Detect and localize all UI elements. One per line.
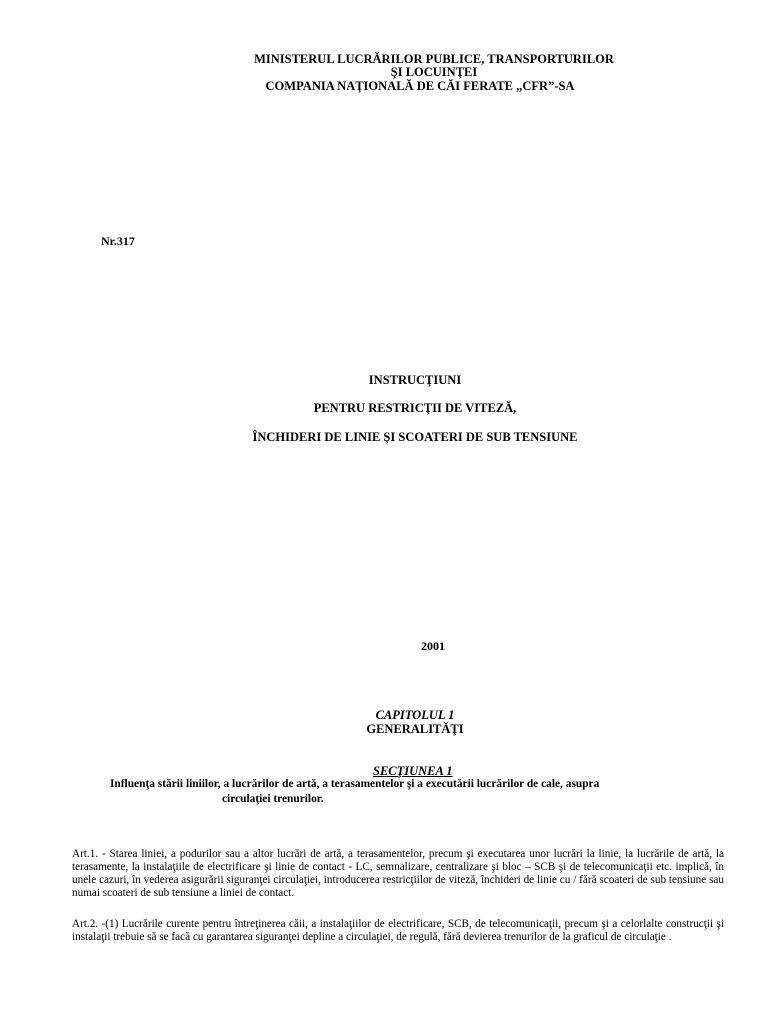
title-line1: INSTRUCŢIUNI: [368, 373, 462, 387]
section-title-line2: circulaţiei trenurilor.: [222, 793, 324, 805]
publication-year: 2001: [421, 639, 445, 653]
ministry-name-line2: ŞI LOCUINŢEI: [390, 65, 478, 79]
ministry-name-line1: MINISTERUL LUCRĂRILOR PUBLICE, TRANSPORTURILOR: [254, 52, 614, 66]
chapter-number: CAPITOLUL 1: [375, 708, 455, 722]
section-title-line1: Influenţa stării liniilor, a lucrărilor de artă, a terasamentelor şi a executării lucrărilor de cale, asupra: [110, 778, 600, 790]
document-number: Nr.317: [101, 234, 135, 248]
article-2: Art.2. -(1) Lucrările curente pentru întreţinerea căii, a instalaţiilor de electrificare, SCB, de telecomunicaţii, precum şi a celorlalte construcţii şi instalaţii trebuie să se facă cu garantarea siguranţei depline a circulaţiei, de regulă, fără devierea trenurilor de la graficul de circulaţie .: [72, 918, 724, 943]
title-line2: PENTRU RESTRICŢII DE VITEZĂ,: [313, 401, 517, 415]
section-number: SECŢIUNEA 1: [373, 764, 453, 778]
article-1: Art.1. - Starea liniei, a podurilor sau a altor lucrări de artă, a terasamentelor, precum şi executarea unor lucrări la linie, la lucrările de artă, la terasamente, la instalaţiile de electrificare şi linie de contact - LC, semnalizare, centralizare şi bloc – SCB şi de telecomunicaţii etc. implică, în unele cazuri, în vederea asigurării siguranţei circulaţiei, introducerea restricţiilor de viteză, închideri de linie cu / fără scoateri de sub tensiune sau numai scoateri de sub tensiune a liniei de contact.: [72, 848, 724, 899]
title-line3: ÎNCHIDERI DE LINIE ŞI SCOATERI DE SUB TENSIUNE: [252, 430, 578, 444]
chapter-name: GENERALITĂŢI: [366, 722, 464, 736]
company-name: COMPANIA NAŢIONALĂ DE CĂI FERATE „CFR”-SA: [265, 79, 575, 93]
